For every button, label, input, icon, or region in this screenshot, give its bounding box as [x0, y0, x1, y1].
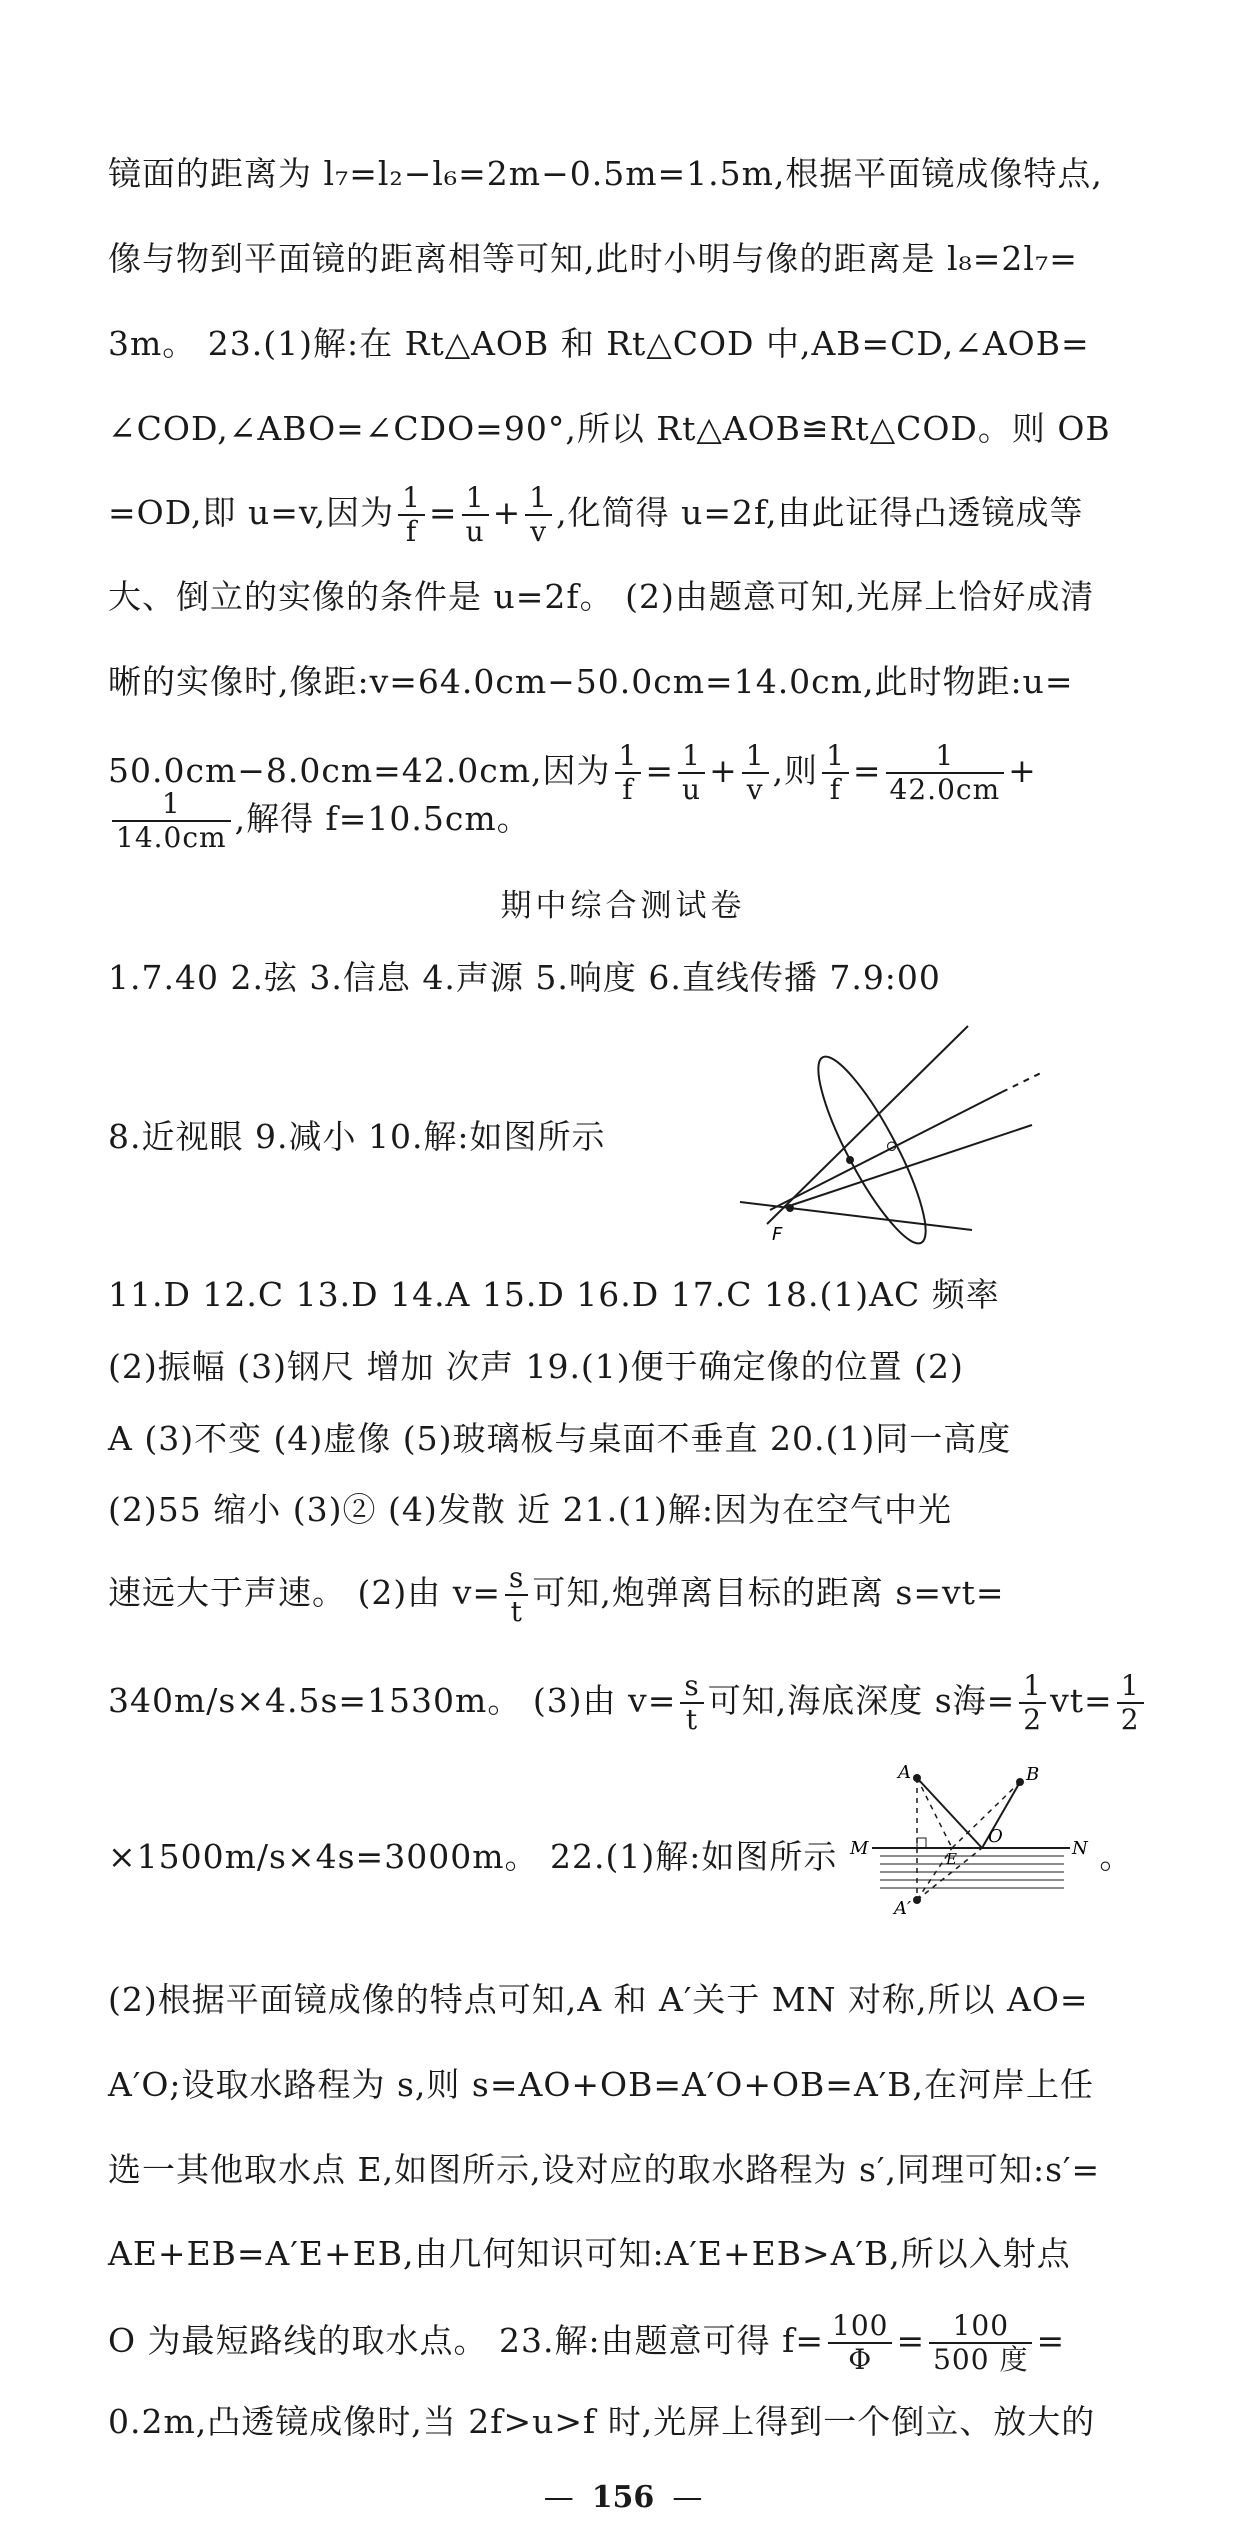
fraction — [680, 1670, 703, 1736]
fraction-den: f — [622, 773, 634, 806]
text-line-5 — [108, 482, 1084, 548]
text-line-4: ∠COD,∠ABO=∠CDO=90°,所以 Rt△AOB≌Rt△COD。则 OB — [108, 409, 1111, 448]
fraction — [886, 740, 1005, 806]
text-line-1: 镜面的距离为 l₇=l₂−l₆=2m−0.5m=1.5m,根据平面镜成像特点, — [108, 154, 1103, 193]
fraction-num: 1 — [886, 740, 1005, 774]
text-line-3: 3m。 23.(1)解:在 Rt△AOB 和 Rt△COD 中,AB=CD,∠AOB= — [108, 324, 1090, 363]
fraction — [929, 2310, 1032, 2376]
answer-line-11: A′O;设取水路程为 s,则 s=AO+OB=A′O+OB=A′B,在河岸上任 — [108, 2065, 1095, 2104]
text-seg: + — [1008, 751, 1037, 790]
text-seg: + — [709, 751, 738, 790]
text-seg: =OD,即 u=v,因为 — [108, 493, 395, 532]
text-seg: O 为最短路线的取水点。 23.解:由题意可得 f= — [108, 2321, 824, 2360]
fraction-num: 1 — [678, 740, 705, 774]
text-seg: 340m/s×4.5s=1530m。 (3)由 v= — [108, 1681, 677, 1720]
answer-line-1: 1.7.40 2.弦 3.信息 4.声源 5.响度 6.直线传播 7.9:00 — [108, 958, 941, 997]
fraction-num: 1 — [525, 482, 552, 516]
text-seg: = — [852, 751, 882, 790]
answer-line-3: 11.D 12.C 13.D 14.A 15.D 16.D 17.C 18.(1)AC 频率 — [108, 1275, 1000, 1314]
point-n-label: N — [1072, 1838, 1088, 1859]
point-m-label: M — [850, 1838, 869, 1859]
fraction-den: t — [685, 1703, 699, 1736]
fraction — [505, 1562, 528, 1628]
text-seg: + — [492, 493, 522, 532]
fraction-num: 1 — [742, 740, 769, 774]
fraction-num: 1 — [615, 740, 642, 774]
answer-line-6: (2)55 缩小 (3)② (4)发散 近 21.(1)解:因为在空气中光 — [108, 1490, 953, 1529]
text-seg: ×1500m/s×4s=3000m。 22.(1)解:如图所示 — [108, 1837, 838, 1876]
fraction-num: 1 — [1117, 1670, 1144, 1704]
fraction-den: v — [746, 773, 764, 806]
fraction-num: 1 — [112, 788, 231, 822]
fraction — [1117, 1670, 1144, 1736]
fraction — [828, 2310, 892, 2376]
answer-line-12: 选一其他取水点 E,如图所示,设对应的取水路程为 s′,同理可知:s′= — [108, 2150, 1101, 2189]
fraction-num: s — [680, 1670, 703, 1704]
fraction — [398, 482, 425, 548]
text-seg: = — [1036, 2321, 1066, 2360]
focus-label: F — [772, 1224, 783, 1245]
text-seg: 8.近视眼 9.减小 10.解:如图所示 — [108, 1117, 606, 1156]
fraction-den: Φ — [848, 2343, 873, 2376]
section-title: 期中综合测试卷 — [500, 888, 746, 924]
fraction-den: t — [510, 1595, 523, 1628]
point-o-label: O — [988, 1826, 1003, 1847]
answer-line-13: AE+EB=A′E+EB,由几何知识可知:A′E+EB>A′B,所以入射点 — [108, 2234, 1071, 2273]
fraction-den: u — [682, 773, 702, 806]
point-a-label: A — [898, 1762, 911, 1783]
fraction-num: 1 — [1019, 1670, 1046, 1704]
fraction-num: 1 — [398, 482, 425, 516]
answer-line-7 — [108, 1562, 1005, 1628]
text-seg: ,化简得 u=2f,由此证得凸透镜成等 — [556, 493, 1084, 532]
fraction — [1019, 1670, 1046, 1736]
page-number-text: 156 — [591, 2480, 655, 2515]
lens-diagram — [732, 1020, 1042, 1260]
point-b-label: B — [1026, 1764, 1040, 1785]
text-seg: 。 — [885, 1117, 920, 1156]
fraction-den: 500 度 — [933, 2343, 1029, 2376]
fraction — [678, 740, 705, 806]
answer-line-4: (2)振幅 (3)钢尺 增加 次声 19.(1)便于确定像的位置 (2) — [108, 1347, 964, 1386]
text-seg: ,解得 f=10.5cm。 — [234, 799, 531, 838]
fraction-den: f — [829, 773, 842, 806]
fraction-num: 100 — [828, 2310, 892, 2344]
answer-line-8 — [108, 1670, 1148, 1736]
text-seg: 可知,海底深度 s海= — [707, 1681, 1016, 1720]
text-seg: = — [645, 751, 675, 790]
fraction-num: 1 — [462, 482, 489, 516]
text-line-2: 像与物到平面镜的距离相等可知,此时小明与像的距离是 l₈=2l₇= — [108, 239, 1078, 278]
fraction-num: s — [505, 1562, 528, 1596]
answer-line-15: 0.2m,凸透镜成像时,当 2f>u>f 时,光屏上得到一个倒立、放大的 — [108, 2402, 1096, 2441]
text-seg: 速远大于声速。 (2)由 v= — [108, 1573, 502, 1612]
answer-line-14 — [108, 2310, 1065, 2376]
fraction — [112, 788, 231, 854]
text-seg: = — [896, 2321, 926, 2360]
page-dash-right: — — [672, 2480, 703, 2515]
fraction-den: 2 — [1023, 1703, 1043, 1736]
answer-line-5: A (3)不变 (4)虚像 (5)玻璃板与桌面不垂直 20.(1)同一高度 — [108, 1419, 1012, 1458]
text-seg: 可知,炮弹离目标的距离 s=vt= — [532, 1573, 1005, 1612]
text-seg: = — [428, 493, 458, 532]
text-seg: 50.0cm−8.0cm=42.0cm,因为 — [108, 751, 611, 790]
fraction — [615, 740, 642, 806]
fraction — [525, 482, 552, 548]
text-seg: vt= — [1050, 1681, 1113, 1720]
mirror-diagram — [842, 1760, 1092, 1920]
point-e-label: E — [946, 1850, 957, 1868]
text-line-9 — [108, 788, 531, 854]
page-dash-left: — — [543, 2480, 574, 2515]
page-number — [0, 2480, 1246, 2515]
fraction — [742, 740, 769, 806]
fraction-num: 100 — [929, 2310, 1032, 2344]
fraction-den: 14.0cm — [116, 821, 227, 854]
fraction — [462, 482, 489, 548]
text-seg: 。 — [1099, 1837, 1134, 1876]
fraction-den: u — [465, 515, 485, 548]
fraction-num: 1 — [822, 740, 849, 774]
text-line-6: 大、倒立的实像的条件是 u=2f。 (2)由题意可知,光屏上恰好成清 — [108, 577, 1095, 616]
text-seg: ,则 — [772, 751, 819, 790]
fraction-den: f — [405, 515, 418, 548]
fraction-den: v — [530, 515, 548, 548]
fraction-den: 42.0cm — [889, 773, 1001, 806]
answer-line-10: (2)根据平面镜成像的特点可知,A 和 A′关于 MN 对称,所以 AO= — [108, 1980, 1089, 2019]
text-line-7: 晰的实像时,像距:v=64.0cm−50.0cm=14.0cm,此时物距:u= — [108, 662, 1074, 701]
fraction-den: 2 — [1120, 1703, 1140, 1736]
fraction — [822, 740, 849, 806]
point-a-prime-label: A′ — [894, 1898, 912, 1919]
